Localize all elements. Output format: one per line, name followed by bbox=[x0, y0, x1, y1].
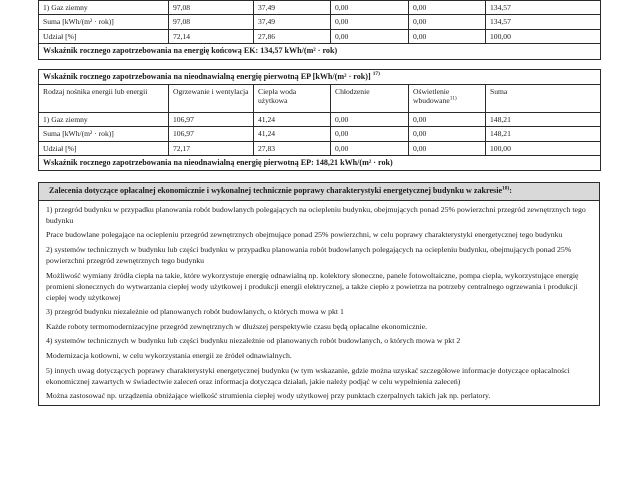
column-header-lighting-text: Oświetlenie wbudowane bbox=[413, 86, 450, 106]
recommendation-item: Prace budowlane polegające na ociepleniu przegród zewnętrznych obejmujące ponad 25% powierzchni, w celu poprawy charakterystyki energetycznej tego budynku bbox=[46, 230, 563, 240]
table-title-row bbox=[39, 69, 601, 84]
sum-value: 134,57 bbox=[486, 1, 601, 15]
lighting-value: 0,00 bbox=[409, 1, 486, 15]
column-header-lighting bbox=[409, 84, 486, 112]
recommendation-item: Można zastosować np. urządzenia obniżające wielkość strumienia ciepłej wody użytkowej przy punktach czerpalnych takich jak np. perlatory. bbox=[46, 391, 491, 401]
recommendations-title bbox=[39, 183, 599, 201]
recommendation-item: 5) innych uwag dotyczących poprawy charakterystyki energetycznej budynku (w tym wskazanie, gdzie można uzyskać szczegółowe informacje dotyczące opłacalności ekonomicznej zawartych w świadectwie zaleceń oraz informacja dotycząca działań, jakie należy podjąć w celu wypełnienia zaleceń) bbox=[46, 365, 570, 386]
column-header-carrier: Rodzaj nośnika energii lub energii bbox=[39, 84, 169, 112]
heating-value: 97,08 bbox=[169, 15, 254, 29]
hot-water-value: 37,49 bbox=[254, 1, 331, 15]
heating-value: 72,17 bbox=[169, 141, 254, 155]
share-row-label: Udział [%] bbox=[39, 141, 169, 155]
recommendation-item: 4) systemów technicznych w budynku lub części budynku niezależnie od planowanych robót budowlanych, o których mowa w pkt 2 bbox=[46, 336, 461, 346]
hot-water-value: 37,49 bbox=[254, 15, 331, 29]
recommendations-box bbox=[38, 182, 600, 406]
sum-value: 100,00 bbox=[486, 141, 601, 155]
heating-value: 106,97 bbox=[169, 112, 254, 126]
table-row bbox=[39, 112, 601, 126]
lighting-value: 0,00 bbox=[409, 29, 486, 43]
recommendation-item: Możliwość wymiany źródła ciepła na takie, które wykorzystuje energię odnawialną np. kolektory słoneczne, panele fotowoltaiczne, pompa ciepła, wykorzystujące energię promieni słonecznych do wytwarzania ciepłej wody użytkowej i produkcji energii elektrycznej, a także ciepło z powietrza na potrzeby centralnego ogrzewania i produkcji ciepłej wody użytkowej bbox=[46, 270, 579, 302]
sum-value: 134,57 bbox=[486, 15, 601, 29]
hot-water-value: 41,24 bbox=[254, 112, 331, 126]
recommendations-body bbox=[39, 201, 599, 405]
table-footer-row bbox=[39, 44, 601, 59]
cooling-value: 0,00 bbox=[331, 15, 409, 29]
table-header-row bbox=[39, 84, 601, 112]
ep-indicator-text: Wskaźnik rocznego zapotrzebowania na nieodnawialną energię pierwotną EP: 148,21 kWh/(m² · rok) bbox=[39, 156, 601, 171]
heating-value: 97,08 bbox=[169, 1, 254, 15]
final-energy-table bbox=[38, 0, 601, 60]
sum-value: 148,21 bbox=[486, 127, 601, 141]
table-footer-row bbox=[39, 156, 601, 171]
lighting-value: 0,00 bbox=[409, 15, 486, 29]
recommendation-item: Każde roboty termomodernizacyjne przegród zewnętrznych w dłuższej perspektywie czasu będą opłacalne ekonomicznie. bbox=[46, 321, 428, 331]
energy-carrier-label: 1) Gaz ziemny bbox=[39, 112, 169, 126]
hot-water-value: 27,83 bbox=[254, 141, 331, 155]
hot-water-value: 27,86 bbox=[254, 29, 331, 43]
sum-row-label: Suma [kWh/(m² · rok)] bbox=[39, 15, 169, 29]
sum-row-label: Suma [kWh/(m² · rok)] bbox=[39, 127, 169, 141]
table-row-sum bbox=[39, 127, 601, 141]
section-spacer bbox=[38, 171, 600, 182]
cooling-value: 0,00 bbox=[331, 29, 409, 43]
hot-water-value: 41,24 bbox=[254, 127, 331, 141]
document-page bbox=[38, 0, 600, 406]
footnote-marker-18: 18) bbox=[502, 185, 510, 192]
heating-value: 72,14 bbox=[169, 29, 254, 43]
sum-value: 100,00 bbox=[486, 29, 601, 43]
primary-energy-table bbox=[38, 69, 601, 172]
ep-table-title-text: Wskaźnik rocznego zapotrzebowania na nieodnawialną energię pierwotną EP [kWh/(m² · rok)] bbox=[43, 71, 371, 81]
cooling-value: 0,00 bbox=[331, 141, 409, 155]
table-row-sum bbox=[39, 15, 601, 29]
table-row-share bbox=[39, 141, 601, 155]
sum-value: 148,21 bbox=[486, 112, 601, 126]
energy-carrier-label: 1) Gaz ziemny bbox=[39, 1, 169, 15]
column-header-hot-water: Ciepła woda użytkowa bbox=[254, 84, 331, 112]
column-header-heating: Ogrzewanie i wentylacja bbox=[169, 84, 254, 112]
cooling-value: 0,00 bbox=[331, 127, 409, 141]
recommendations-title-text: Zalecenia dotyczące opłacalnej ekonomicznie i wykonalnej technicznie poprawy charakterystyki energetycznej budynku w zakresie bbox=[49, 186, 503, 196]
lighting-value: 0,00 bbox=[409, 112, 486, 126]
cooling-value: 0,00 bbox=[331, 1, 409, 15]
lighting-value: 0,00 bbox=[409, 127, 486, 141]
recommendations-title-colon: : bbox=[509, 186, 512, 196]
table-row bbox=[39, 1, 601, 15]
cooling-value: 0,00 bbox=[331, 112, 409, 126]
lighting-value: 0,00 bbox=[409, 141, 486, 155]
recommendation-item: Modernizacja kotłowni, w celu wykorzystania energii ze źródeł odnawialnych. bbox=[46, 350, 292, 360]
column-header-cooling: Chłodzenie bbox=[331, 84, 409, 112]
footnote-marker-17: 17) bbox=[372, 70, 380, 77]
ep-table-title bbox=[39, 69, 601, 84]
ek-indicator-text: Wskaźnik rocznego zapotrzebowania na energię końcową EK: 134,57 kWh/(m² · rok) bbox=[39, 44, 601, 59]
recommendation-item: 1) przegród budynku w przypadku planowania robót budowlanych polegających na ociepleniu budynku, obejmujących ponad 25% powierzchni przegród zewnętrznych tego budynku bbox=[46, 204, 586, 225]
table-spacer bbox=[38, 60, 600, 69]
table-row-share bbox=[39, 29, 601, 43]
recommendation-item: 2) systemów technicznych w budynku lub części budynku w przypadku planowania robót budowlanych polegających na ociepleniu budynku, obejmujących ponad 25% powierzchni przegród zewnętrznych tego budynku bbox=[46, 244, 572, 265]
share-row-label: Udział [%] bbox=[39, 29, 169, 43]
heating-value: 106,97 bbox=[169, 127, 254, 141]
column-header-sum: Suma bbox=[486, 84, 601, 112]
recommendation-item: 3) przegród budynku niezależnie od planowanych robót budowlanych, o których mowa w pkt 1 bbox=[46, 307, 344, 317]
footnote-marker-11: 11) bbox=[449, 95, 457, 102]
